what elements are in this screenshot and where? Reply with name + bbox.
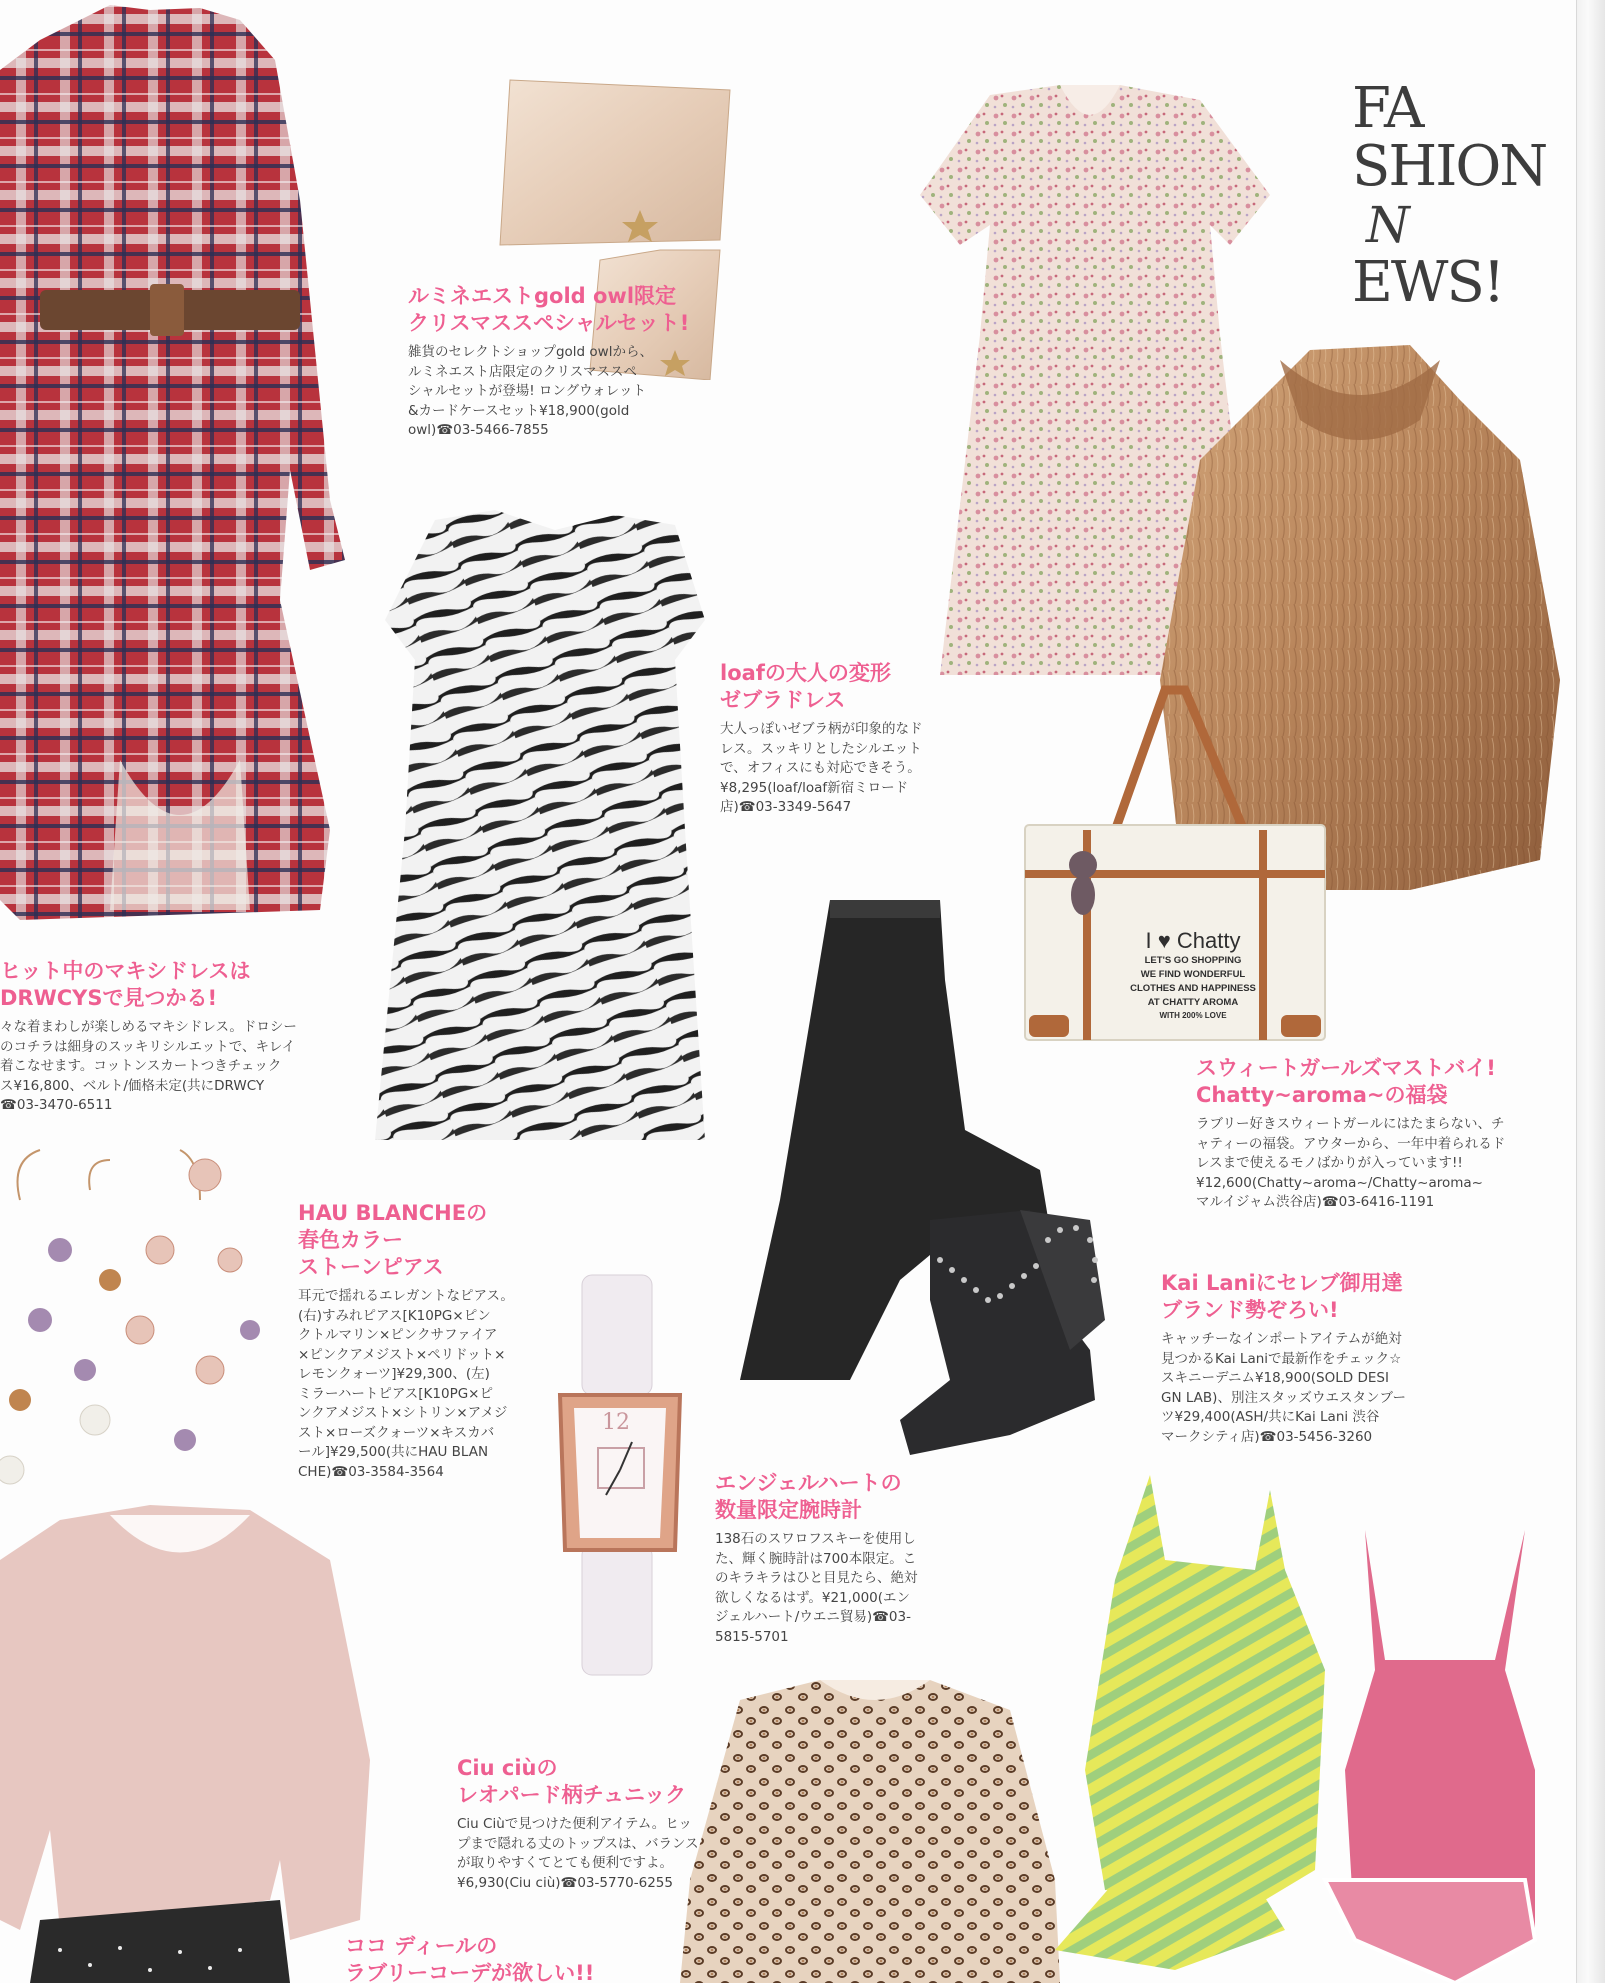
heading-line: エンジェルハートの — [715, 1471, 902, 1495]
leopard-tunic-photo — [680, 1680, 1060, 1983]
page-gutter-edge — [1576, 0, 1605, 1983]
body-line: ¥6,930(Ciu ciù)☎03-5770-6255 — [457, 1874, 673, 1891]
body-line: ×ピンクアメジスト×ペリドット× — [298, 1346, 506, 1363]
heading-line: ヒット中のマキシドレスは — [0, 959, 251, 983]
title-line: FA — [1352, 76, 1423, 141]
heading-line: ラブリーコーデが欲しい!! — [345, 1961, 595, 1983]
item-heading — [1161, 1270, 1406, 1324]
body-line: マルイジャム渋谷店)☎03-6416-1191 — [1196, 1194, 1435, 1210]
body-line: レモンクォーツ]¥29,300、(左) — [298, 1366, 490, 1382]
zebra-dress-photo — [375, 500, 715, 1150]
body-line: CHE)☎03-3584-3564 — [298, 1463, 444, 1480]
heading-line: スウィートガールズマストバイ! — [1196, 1056, 1496, 1080]
heading-line: HAU BLANCHEの — [298, 1201, 488, 1225]
item-heading — [0, 958, 297, 1012]
heading-line: Kai Laniにセレブ御用達 — [1161, 1271, 1403, 1295]
item-body — [715, 1530, 918, 1647]
item-heading — [408, 283, 689, 337]
body-line: ジェルハート/ウエニ貿易)☎03- — [715, 1609, 911, 1625]
fashion-news-title — [1352, 76, 1572, 315]
body-line: シャルセットが登場! ロングウォレット — [408, 383, 646, 399]
tote-line: AT CHATTY AROMA — [1147, 997, 1239, 1008]
item-body — [720, 720, 923, 818]
body-line: ール]¥29,500(共にHAU BLAN — [298, 1444, 489, 1460]
body-line: 5815-5701 — [715, 1628, 789, 1645]
tote-line: LET'S GO SHOPPING — [1144, 955, 1242, 966]
body-line: レス。スッキリとしたシルエット — [720, 740, 922, 757]
heading-line: ゼブラドレス — [720, 688, 846, 712]
body-line: ルミネエスト店限定のクリスマススペ — [408, 363, 637, 380]
heading-line: 春色カラー — [298, 1228, 403, 1252]
body-line: ンクアメジスト×シトリン×アメジ — [298, 1405, 508, 1421]
item-ciu-ciu-tunic — [457, 1755, 699, 1893]
body-line: ツ¥29,400(ASH/共にKai Lani 渋谷 — [1161, 1409, 1380, 1425]
heading-line: Chatty~aroma~の福袋 — [1196, 1083, 1448, 1107]
heading-line: loafの大人の変形 — [720, 661, 891, 685]
item-body — [1196, 1115, 1505, 1213]
body-line: 着こなせます。コットンスカートつきチェック — [0, 1058, 282, 1074]
body-line: &カードケースセット¥18,900(gold — [408, 402, 630, 419]
body-line: スト×ローズクォーツ×キスカバ — [298, 1424, 495, 1441]
item-drwcys-maxi-dress — [0, 958, 297, 1116]
body-line: 大人っぽいゼブラ柄が印象的なド — [720, 721, 923, 737]
item-body — [298, 1287, 514, 1482]
body-line: (右)すみれピアス[K10PG×ピン — [298, 1307, 491, 1324]
body-line: ミラーハートピアス[K10PG×ピ — [298, 1385, 493, 1402]
tote-bag-print — [1118, 928, 1268, 1022]
pink-sweater-photo — [0, 1500, 380, 1983]
item-body — [457, 1815, 699, 1893]
body-line: ス¥16,800、ベルト/価格未定(共にDRWCY — [0, 1077, 265, 1094]
item-heading — [720, 660, 923, 714]
body-line: マークシティ店)☎03-5456-3260 — [1161, 1428, 1373, 1445]
item-heading — [298, 1200, 514, 1281]
item-body — [1161, 1330, 1406, 1447]
body-line: で、オフィスにも対応できそう。 — [720, 760, 921, 776]
studded-boots-photo — [890, 1200, 1110, 1460]
heading-line: レオパード柄チュニック — [457, 1783, 687, 1807]
title-line: N — [1366, 196, 1408, 254]
tote-line: WITH 200% LOVE — [1159, 1011, 1227, 1020]
plaid-maxi-dress-photo — [0, 0, 360, 930]
body-line: キャッチーなインポートアイテムが絶対 — [1161, 1331, 1402, 1347]
body-line: Ciu Ciùで見つけた便利アイテム。ヒッ — [457, 1816, 692, 1832]
body-line: ラブリー好きスウィートガールにはたまらない、チ — [1196, 1116, 1505, 1132]
item-kai-lani — [1161, 1270, 1406, 1447]
item-chatty-aroma-lucky-bag — [1196, 1055, 1505, 1213]
body-line: ☎03-3470-6511 — [0, 1097, 113, 1113]
tote-logo: I ♥ Chatty — [1145, 928, 1241, 953]
title-line: EWS! — [1352, 250, 1504, 315]
body-line: クトルマリン×ピンクサファイア — [298, 1327, 498, 1343]
camisole-set-photo — [1055, 1470, 1575, 1983]
body-line: が取りやすくてとても便利ですよ。 — [457, 1855, 673, 1871]
item-heading — [715, 1470, 918, 1524]
heading-line: ブランド勢ぞろい! — [1161, 1298, 1339, 1322]
body-line: owl)☎03-5466-7855 — [408, 422, 549, 438]
body-line: レスまで使えるモノばかりが入っています!! — [1196, 1155, 1463, 1171]
body-line: 138石のスワロフスキーを使用し — [715, 1531, 916, 1547]
body-line: ャティーの福袋。アウターから、一年中着られるド — [1196, 1135, 1506, 1152]
body-line: スキニーデニム¥18,900(SOLD DESI — [1161, 1370, 1389, 1386]
heading-line: ルミネエストgold owl限定 — [408, 284, 677, 308]
body-line: のコチラは細身のスッキリシルエットで、キレイ — [0, 1038, 296, 1055]
body-line: プまで隠れる丈のトップスは、バランス — [457, 1835, 699, 1852]
item-body — [408, 343, 689, 441]
body-line: ¥12,600(Chatty~aroma~/Chatty~aroma~ — [1196, 1174, 1483, 1191]
title-line: SHION — [1352, 134, 1547, 199]
body-line: ¥8,295(loaf/loaf新宿ミロード — [720, 779, 909, 796]
item-body — [0, 1018, 297, 1116]
body-line: 耳元で揺れるエレガントなピアス。 — [298, 1288, 514, 1304]
body-line: た、輝く腕時計は700本限定。こ — [715, 1550, 917, 1567]
wristwatch-photo — [540, 1270, 700, 1680]
item-heading — [345, 1933, 594, 1983]
body-line: のキラキラはひと目見たら、絶対 — [715, 1570, 918, 1586]
item-angel-heart-watch — [715, 1470, 918, 1647]
heading-line: ココ ディールの — [345, 1934, 498, 1958]
body-line: 見つかるKai Laniで最新作をチェック☆ — [1161, 1350, 1402, 1367]
tote-line: CLOTHES AND HAPPINESS — [1130, 983, 1256, 994]
heading-line: ストーンピアス — [298, 1255, 444, 1279]
heading-line: DRWCYSで見つかる! — [0, 986, 218, 1010]
item-gold-owl — [408, 283, 689, 441]
item-hau-blanche-earrings — [298, 1200, 514, 1482]
heading-line: Ciu ciùの — [457, 1756, 558, 1780]
body-line: 雑貨のセレクトショップgold owlから、 — [408, 344, 653, 360]
heading-line: クリスマススペシャルセット! — [408, 311, 690, 335]
tote-line: WE FIND WONDERFUL — [1140, 969, 1246, 980]
watch-numeral: 12 — [602, 1410, 630, 1435]
item-loaf-zebra-dress — [720, 660, 923, 818]
flower-earrings-photo — [0, 1140, 285, 1490]
item-heading — [457, 1755, 699, 1809]
body-line: 欲しくなるはず。¥21,000(エン — [715, 1589, 911, 1606]
item-coco-deal — [345, 1933, 594, 1983]
body-line: 店)☎03-3349-5647 — [720, 799, 852, 815]
body-line: 々な着まわしが楽しめるマキシドレス。ドロシー — [0, 1019, 297, 1035]
body-line: GN LAB)、別注スタッズウエスタンブー — [1161, 1389, 1407, 1406]
heading-line: 数量限定腕時計 — [715, 1498, 862, 1522]
item-heading — [1196, 1055, 1505, 1109]
